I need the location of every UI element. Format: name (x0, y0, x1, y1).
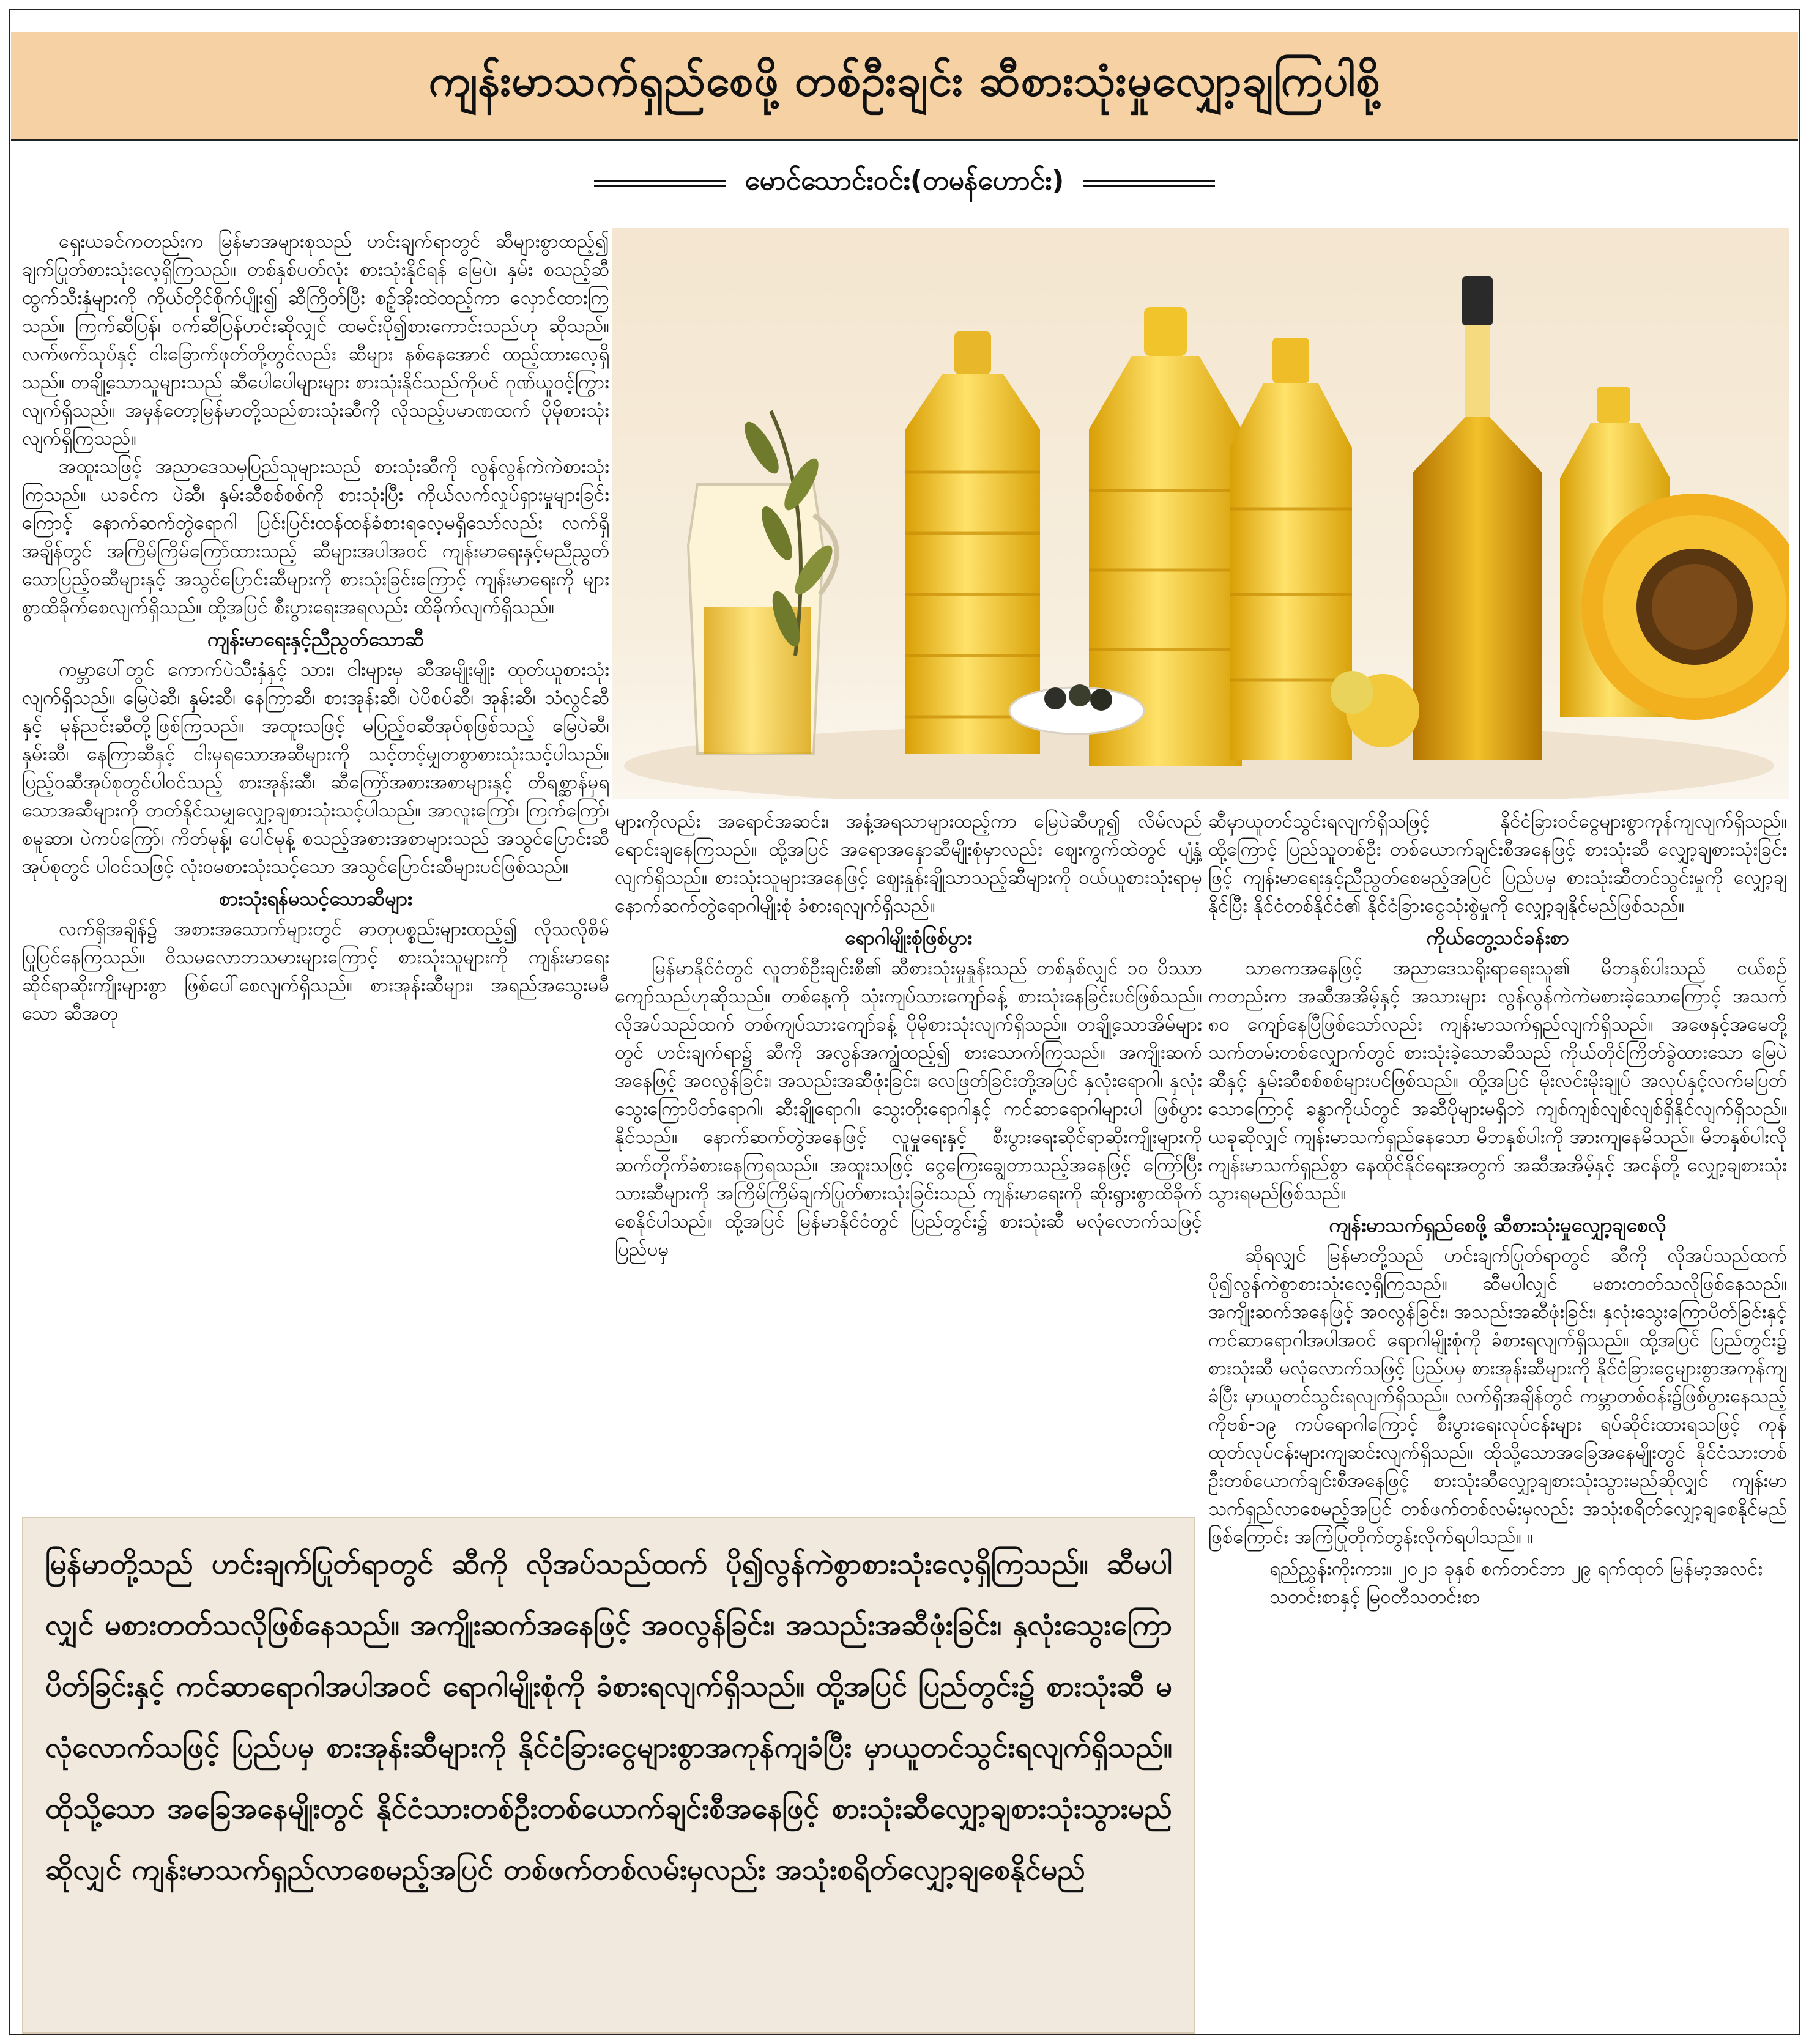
pull-quote-text: မြန်မာတို့သည် ဟင်းချက်ပြုတ်ရာတွင် ဆီကို လိုအပ်သည်ထက် ပို၍လွန်ကဲစွာစားသုံးလေ့ရှိကြသည်။ ဆီမပါလျှင် မစားတတ်သလိုဖြစ်နေသည်။ အကျိုးဆက်အနေဖြင့် အဝလွန်ခြင်း၊ အသည်းအဆီဖုံးခြင်း၊ နှလုံးသွေးကြောပိတ်ခြင်းနှင့် ကင်ဆာရောဂါအပါအဝင် ရောဂါမျိုးစုံကို ခံစားရလျက်ရှိသည်။ ထို့အပြင် ပြည်တွင်း၌ စားသုံးဆီ မလုံလောက်သဖြင့် ပြည်ပမှ စားအုန်းဆီများကို နိုင်ငံခြားငွေများစွာအကုန်ကျခံပြီး မှာယူတင်သွင်းရလျက်ရှိသည်။ ထိုသို့သော အခြေအနေမျိုးတွင် နိုင်ငံသားတစ်ဦးတစ်ယောက်ချင်းစီအနေဖြင့် စားသုံးဆီလျှော့ချစားသုံးသွားမည်ဆိုလျှင် ကျန်းမာသက်ရှည်လာစေမည့်အပြင် တစ်ဖက်တစ်လမ်းမှလည်း အသုံးစရိတ်လျှော့ချစေနိုင်မည် (45, 1547, 1172, 1887)
article-headline: ကျန်းမာသက်ရှည်စေဖို့ တစ်ဦးချင်း ဆီစားသုံးမှုလျှော့ချကြပါစို့ (428, 56, 1381, 106)
section-heading: ကိုယ်တွေ့သင်ခန်းစာ (1426, 926, 1569, 949)
section-heading: စားသုံးရန်မသင့်သောဆီများ (218, 887, 413, 910)
section-heading: ရောဂါမျိုးစုံဖြစ်ပွား (845, 926, 972, 949)
paragraph: မြန်မာနိုင်ငံတွင် လူတစ်ဦးချင်းစီ၏ ဆီစားသုံးမှုနှုန်းသည် တစ်နှစ်လျှင် ၁၀ ပိဿာကျော်သည်ဟုဆိုသည်။ တစ်နေ့ကို သုံးကျပ်သားကျော်ခန့် စားသုံးနေခြင်းပင်ဖြစ်သည်။ လိုအပ်သည်ထက် တစ်ကျပ်သားကျော်ခန့် ပိုမိုစားသုံးလျက်ရှိသည်။ တချို့သောအိမ်များတွင် ဟင်းချက်ရာ၌ ဆီကို အလွန်အကျွံထည့်၍ စားသောက်ကြသည်။ အကျိုးဆက်အနေဖြင့် အဝလွန်ခြင်း၊ အသည်းအဆီဖုံးခြင်း၊ လေဖြတ်ခြင်းတို့အပြင် နှလုံးရောဂါ၊ နှလုံးသွေးကြောပိတ်ရောဂါ၊ ဆီးချိုရောဂါ၊ သွေးတိုးရောဂါနှင့် ကင်ဆာရောဂါများပါ ဖြစ်ပွားနိုင်သည်။ နောက်ဆက်တွဲအနေဖြင့် လူမှုရေးနှင့် စီးပွားရေးဆိုင်ရာဆိုးကျိုးများကို ဆက်တိုက်ခံစားနေကြရသည်။ အထူးသဖြင့် ငွေကြေးချွေတာသည့်အနေဖြင့် ကြော်ပြီးသားဆီများကို အကြိမ်ကြိမ်ချက်ပြုတ်စားသုံးခြင်းသည် ကျန်းမာရေးကို ဆိုးရွားစွာထိခိုက်စေနိုင်ပါသည်။ ထို့အပြင် မြန်မာနိုင်ငံတွင် ပြည်တွင်း၌ စားသုံးဆီ မလုံလောက်သဖြင့် ပြည်ပမှ (615, 957, 1202, 1261)
paragraph: အထူးသဖြင့် အညာဒေသမှပြည်သူများသည် စားသုံးဆီကို လွန်လွန်ကဲကဲစားသုံးကြသည်။ ယခင်က ပဲဆီ၊ နှမ်းဆီစစ်စစ်ကို စားသုံးပြီး ကိုယ်လက်လှုပ်ရှားမှုများခြင်းကြောင့် နောက်ဆက်တွဲရောဂါ ပြင်းပြင်းထန်ထန်ခံစားရလေ့မရှိသော်လည်း လက်ရှိအချိန်တွင် အကြိမ်ကြိမ်ကြော်ထားသည့် ဆီများအပါအဝင် ကျန်းမာရေးနှင့်မညီညွတ်သောပြည့်ဝဆီများနှင့် အသွင်ပြောင်းဆီများကို စားသုံးခြင်းကြောင့် ကျန်းမာရေးကို များစွာထိခိုက်စေလျက်ရှိသည်။ ထို့အပြင် စီးပွားရေးအရလည်း ထိခိုက်လျက်ရှိသည်။ (22, 456, 609, 618)
paragraph: ရှေးယခင်ကတည်းက မြန်မာအများစုသည် ဟင်းချက်ရာတွင် ဆီများစွာထည့်၍ ချက်ပြုတ်စားသုံးလေ့ရှိကြသည်။ တစ်နှစ်ပတ်လုံး စားသုံးနိုင်ရန် မြေပဲ၊ နှမ်း စသည့်ဆီထွက်သီးနှံများကို ကိုယ်တိုင်စိုက်ပျိုး၍ ဆီကြိတ်ပြီး စဉ့်အိုးထဲထည့်ကာ လှောင်ထားကြသည်။ ကြက်ဆီပြန်၊ ဝက်ဆီပြန်ဟင်းဆိုလျှင် ထမင်းပို၍စားကောင်းသည်ဟု ဆိုသည်။ လက်ဖက်သုပ်နှင့် ငါးခြောက်ဖုတ်တို့တွင်လည်း ဆီများ နစ်နေအောင် ထည့်ထားလေ့ရှိသည်။ တချို့သောသူများသည် ဆီပေါပေါများများ စားသုံးနိုင်သည်ကိုပင် ဂုဏ်ယူဝင့်ကြွားလျက်ရှိသည်။ အမှန်တော့မြန်မာတို့သည်စားသုံးဆီကို လိုသည့်ပမာဏထက် ပိုမိုစားသုံးလျက်ရှိကြသည်။ (22, 231, 609, 450)
article-column-2 (615, 807, 1202, 1511)
reference-block (1208, 1555, 1787, 1611)
paragraph: သာဓကအနေဖြင့် အညာဒေသရိုးရာရေးသူ၏ မိဘနှစ်ပါးသည် ငယ်စဉ်ကတည်းက အဆီအအိမ့်နှင့် အသားများ လွန်လွန်ကဲကဲမစားခဲ့သောကြောင့် အသက် ၈၀ ကျော်နေပြီဖြစ်သော်လည်း ကျန်းမာသက်ရှည်လျက်ရှိသည်။ အဖေနှင့်အမေတို့သက်တမ်းတစ်လျှောက်တွင် စားသုံးခဲ့သောဆီသည် ကိုယ်တိုင်ကြိတ်ခွဲထားသော မြေပဲဆီနှင့် နှမ်းဆီစစ်စစ်များပင်ဖြစ်သည်။ ထို့အပြင် မိုးလင်းမိုးချုပ် အလုပ်နှင့်လက်မပြတ်သောကြောင့် ခန္ဓာကိုယ်တွင် အဆီပိုများမရှိဘဲ ကျစ်ကျစ်လျစ်လျစ်ရှိနိုင်လျက်ရှိသည်။ ယခုဆိုလျှင် ကျန်းမာသက်ရှည်နေသော မိဘနှစ်ပါးကို အားကျနေမိသည်။ မိဘနှစ်ပါးလို ကျန်းမာသက်ရှည်စွာ နေထိုင်နိုင်ရေးအတွက် အဆီအအိမ့်နှင့် အငန်တို့ လျှော့ချစားသုံးသွားရမည်ဖြစ်သည်။ (1208, 957, 1787, 1204)
byline-right-rule (1083, 180, 1215, 187)
section-heading: ကျန်းမာရေးနှင့်ညီညွတ်သောဆီ (207, 628, 425, 651)
article-column-3 (1208, 807, 1787, 2018)
cooking-oil-photo (612, 228, 1789, 799)
paragraph: ဆီမှာယူတင်သွင်းရလျက်ရှိသဖြင့် နိုင်ငံခြားဝင်ငွေများစွာကုန်ကျလျက်ရှိသည်။ ထို့ကြောင့် ပြည်သူတစ်ဦး တစ်ယောက်ချင်းစီအနေဖြင့် စားသုံးဆီ လျှော့ချစားသုံးခြင်းဖြင့် ကျန်းမာရေးနှင့်ညီညွတ်စေမည့်အပြင် ပြည်ပမှ စားသုံးဆီတင်သွင်းမှုကို လျှော့ချနိုင်ပြီး နိုင်ငံတစ်နိုင်ငံ၏ နိုင်ငံခြားငွေသုံးစွဲမှုကို လျှော့ချနိုင်မည်ဖြစ်သည်။ (1208, 810, 1787, 917)
paragraph: ကမ္ဘာပေါ်တွင် ကောက်ပဲသီးနှံနှင့် သား၊ ငါးများမှ ဆီအမျိုးမျိုး ထုတ်ယူစားသုံးလျက်ရှိသည်။ မြေပဲဆီ၊ နှမ်းဆီ၊ နေကြာဆီ၊ စားအုန်းဆီ၊ ပဲပိစပ်ဆီ၊ အုန်းဆီ၊ သံလွင်ဆီနှင့် မုန်ညင်းဆီတို့ဖြစ်ကြသည်။ အထူးသဖြင့် မပြည့်ဝဆီအုပ်စုဖြစ်သည့် မြေပဲဆီ၊ နှမ်းဆီ၊ နေကြာဆီနှင့် ငါးမှရသောအဆီများကို သင့်တင့်မျှတစွာစားသုံးသင့်ပါသည်။ ပြည့်ဝဆီအုပ်စုတွင်ပါဝင်သည့် စားအုန်းဆီ၊ ဆီကြော်အစားအစာများနှင့် တိရစ္ဆာန်မှရသောအဆီများကို တတ်နိုင်သမျှလျှော့ချစားသုံးသင့်ပါသည်။ အာလူးကြော်၊ ကြက်ကြော်၊ စမူဆာ၊ ပဲကပ်ကြော်၊ ကိတ်မုန့်၊ ပေါင်မုန့် စသည့်အစားအစာများသည် အသွင်ပြောင်းဆီအုပ်စုတွင် ပါဝင်သဖြင့် လုံးဝမစားသုံးသင့်သော အသွင်ပြောင်းဆီများပင်ဖြစ်သည်။ (22, 659, 609, 878)
paragraph: လက်ရှိအချိန်၌ အစားအသောက်များတွင် ဓာတုပစ္စည်းများထည့်၍ လိုသလိုစိမ်ပြုပြင်နေကြသည်။ ဝိသမလောဘသမားများကြောင့် စားသုံးသူများကို ကျန်းမာရေးဆိုင်ရာဆိုးကျိုးများစွာ ဖြစ်ပေါ်စေလျက်ရှိသည်။ စားအုန်းဆီများ၊ အရည်အသွေးမမီသော ဆီအတု (22, 918, 609, 1024)
paragraph: ဆိုရလျှင် မြန်မာတို့သည် ဟင်းချက်ပြုတ်ရာတွင် ဆီကို လိုအပ်သည်ထက် ပို၍လွန်ကဲစွာစားသုံးလေ့ရှိကြသည်။ ဆီမပါလျှင် မစားတတ်သလိုဖြစ်နေသည်။ အကျိုးဆက်အနေဖြင့် အဝလွန်ခြင်း၊ အသည်းအဆီဖုံးခြင်း၊ နှလုံးသွေးကြောပိတ်ခြင်းနှင့် ကင်ဆာရောဂါအပါအဝင် ရောဂါမျိုးစုံကို ခံစားရလျက်ရှိသည်။ ထို့အပြင် ပြည်တွင်း၌ စားသုံးဆီ မလုံလောက်သဖြင့် ပြည်ပမှ စားအုန်းဆီများကို နိုင်ငံခြားငွေများစွာအကုန်ကျခံပြီး မှာယူတင်သွင်းရလျက်ရှိသည်။ လက်ရှိအချိန်တွင် ကမ္ဘာတစ်ဝန်း၌ဖြစ်ပွားနေသည့် ကိုဗစ်-၁၉ ကပ်ရောဂါကြောင့် စီးပွားရေးလုပ်ငန်းများ ရပ်ဆိုင်းထားရသဖြင့် ကုန်ထုတ်လုပ်ငန်းများကျဆင်းလျက်ရှိသည်။ ထိုသို့သောအခြေအနေမျိုးတွင် နိုင်ငံသားတစ်ဦးတစ်ယောက်ချင်းစီအနေဖြင့် စားသုံးဆီလျှော့ချစားသုံးသွားမည်ဆိုလျှင် ကျန်းမာသက်ရှည်လာစေမည့်အပြင် တစ်ဖက်တစ်လမ်းမှလည်း အသုံးစရိတ်လျှော့ချစေနိုင်မည်ဖြစ်ကြောင်း အကြံပြုတိုက်တွန်းလိုက်ရပါသည်။ ။ (1208, 1245, 1787, 1548)
reference-text: ရည်ညွှန်းကိုးကား။ ၂၀၂၁ ခုနှစ် စက်တင်ဘာ ၂၉ ရက်ထုတ် မြန်မာ့အလင်းသတင်းစာနှင့် မြဝတီသတင်းစာ (1269, 1558, 1763, 1608)
author-byline: မောင်သောင်းဝင်း(တမန်ဟောင်း) (745, 165, 1064, 196)
section-heading: ကျန်းမာသက်ရှည်စေဖို့ ဆီစားသုံးမှုလျှော့ချစေလို (1329, 1213, 1666, 1237)
byline-left-rule (594, 180, 726, 187)
byline-row (0, 153, 1809, 214)
glass-jug-icon (688, 484, 837, 754)
headline-banner (11, 32, 1798, 141)
pull-quote-box (22, 1517, 1195, 2034)
paragraph: များကိုလည်း အရောင်အဆင်း၊ အနံ့အရသာများထည့်ကာ မြေပဲဆီဟူ၍ လိမ်လည်ရောင်းချနေကြသည်။ ထို့အပြင် အရောအနှောဆီမျိုးစုံမှာလည်း ဈေးကွက်ထဲတွင် ပျံ့နှံ့လျက်ရှိသည်။ စားသုံးသူများအနေဖြင့် ဈေးနှုန်းချိုသာသည့်ဆီများကို ဝယ်ယူစားသုံးရာမှ နောက်ဆက်တွဲရောဂါမျိုးစုံ ခံစားရလျက်ရှိသည်။ (615, 810, 1202, 917)
